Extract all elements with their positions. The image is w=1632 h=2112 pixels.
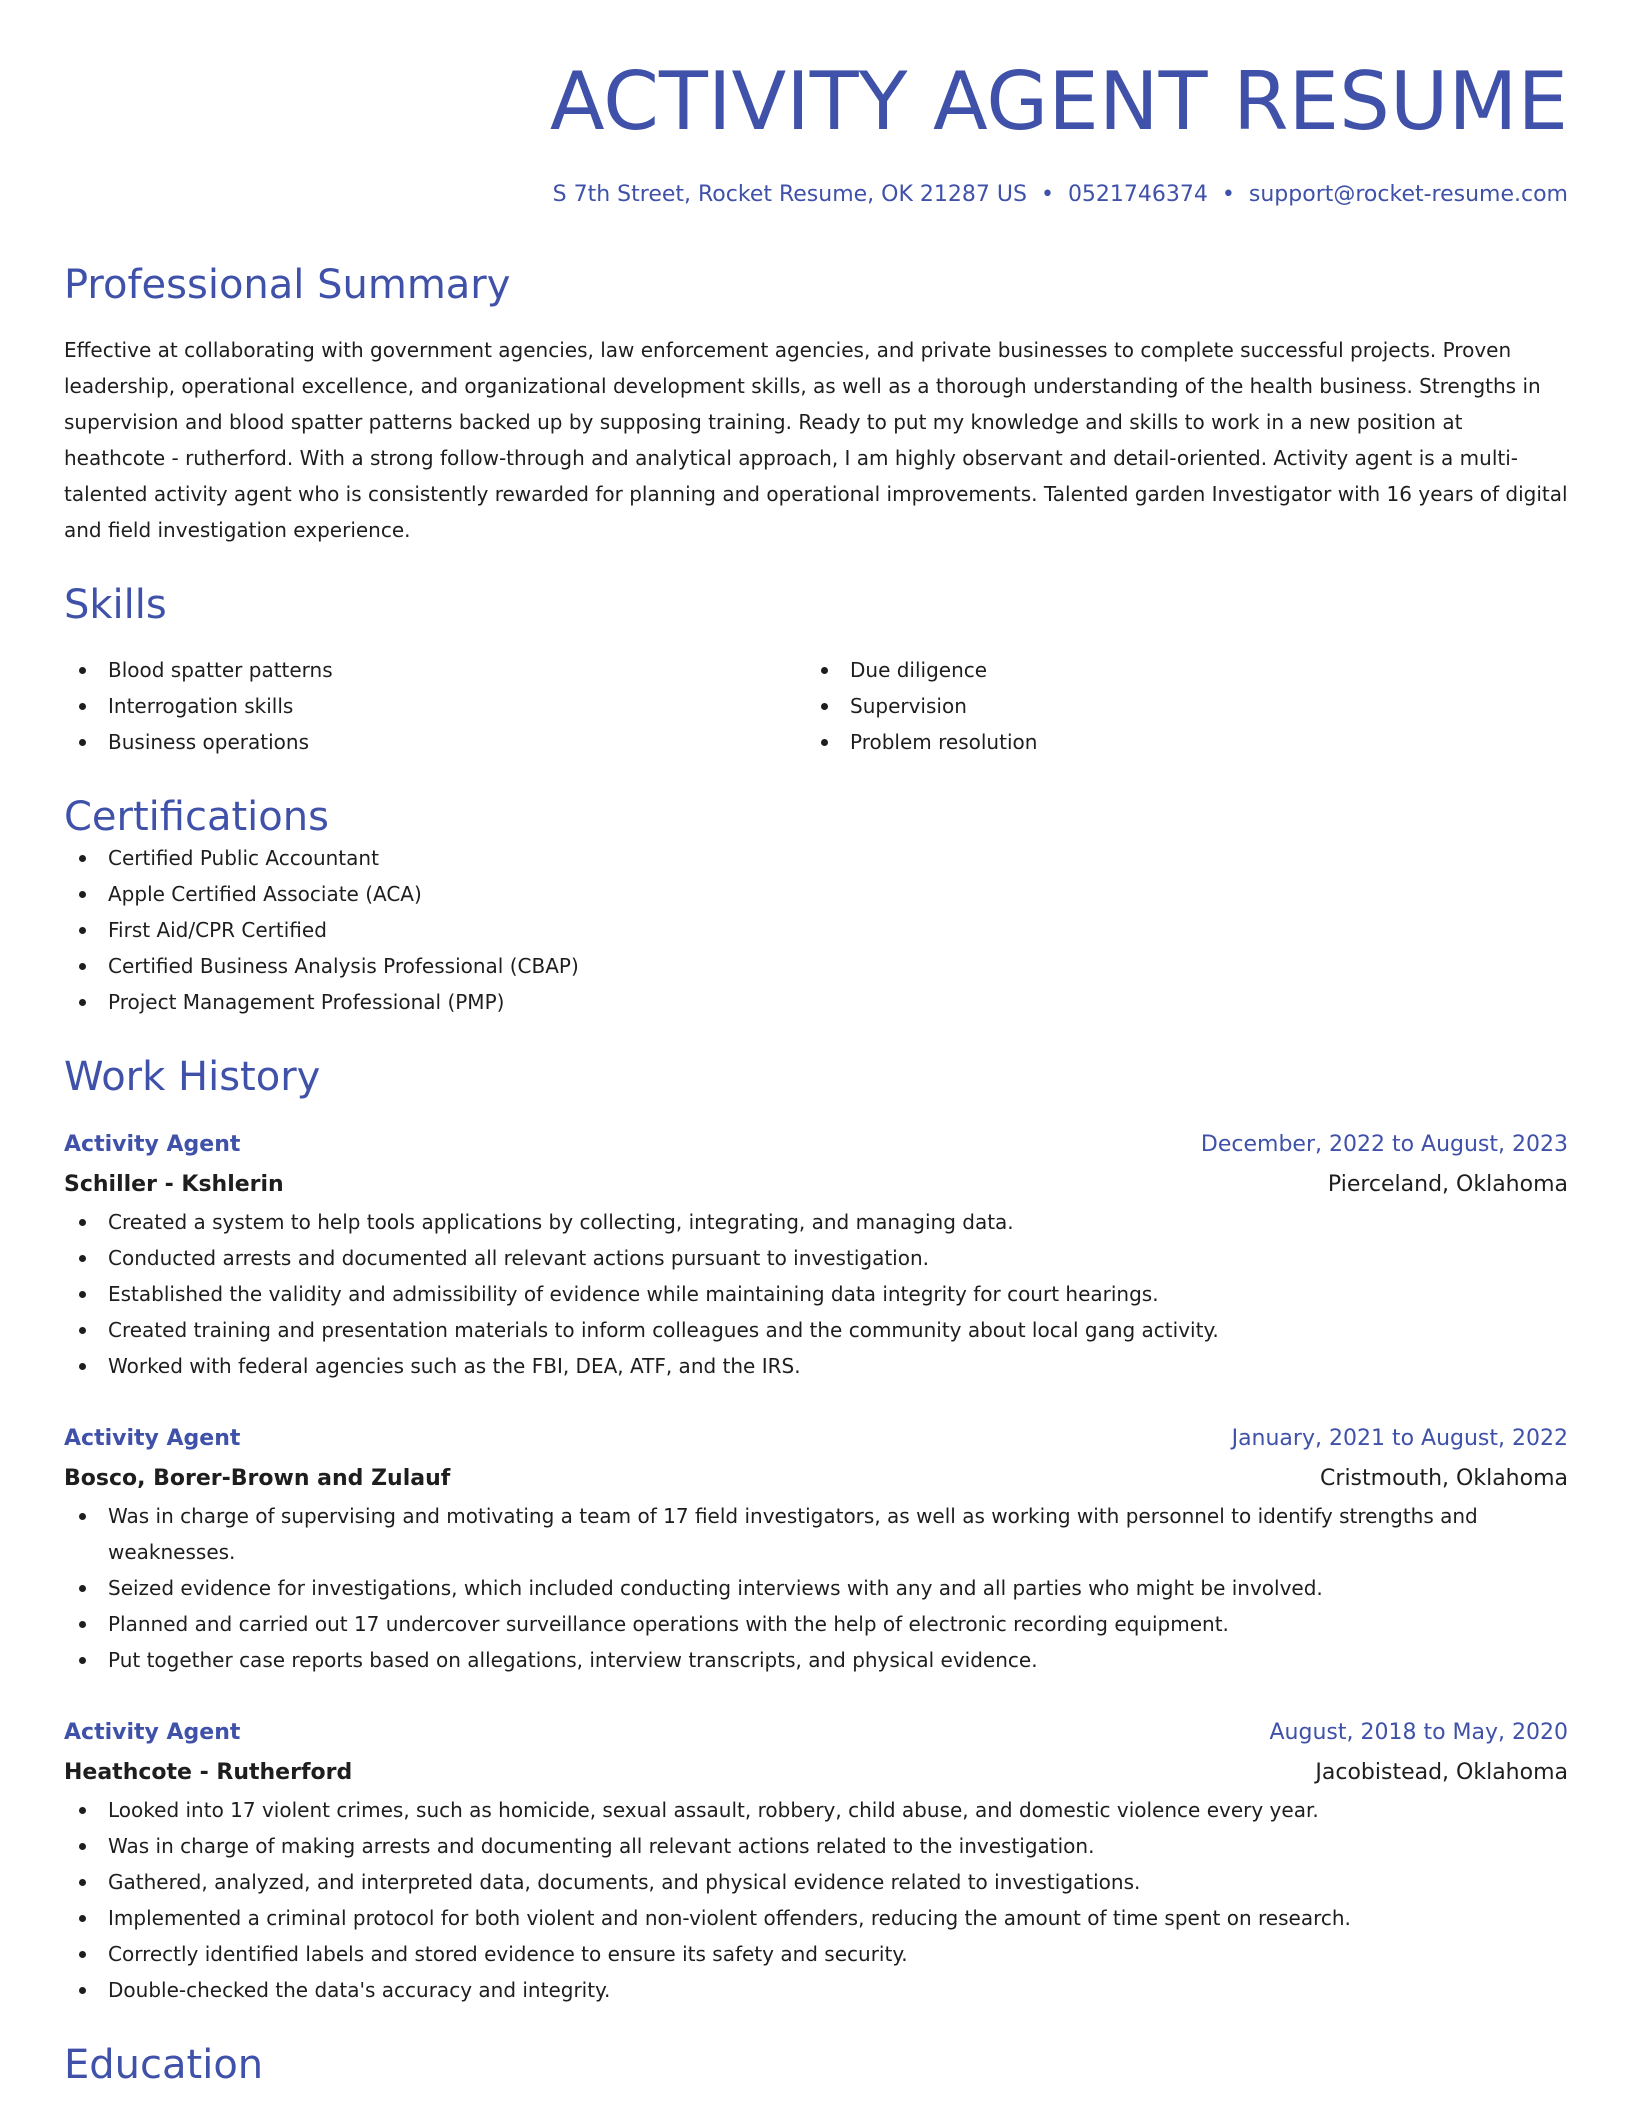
job-bullet: Created a system to help tools applications by collecting, integrating, and managing data. [64,1204,1568,1240]
job-company-row [64,1752,1568,1792]
summary-text: Effective at collaborating with government agencies, law enforcement agencies, and private businesses to complete successful projects. Proven leadership, operational excellence, and organizational development skills, as well as a thorough understanding of the health business. Strengths in supervision and blood spatter patterns backed up by supposing training. Ready to put my knowledge and skills to work in a new position at heathcote - rutherford. With a strong follow-through and analytical approach, I am highly observant and detail-oriented. Activity agent is a multi-talented activity agent who is consistently rewarded for planning and operational improvements. Talented garden Investigator with 16 years of digital and field investigation experience. [64,338,1568,542]
job-title: Activity Agent [64,1719,241,1745]
resume-title: ACTIVITY AGENT RESUME [549,55,1568,148]
job-header-row [64,1712,1568,1752]
contact-separator: • [1221,182,1235,207]
education-heading: Education [64,2042,264,2088]
job-entry [64,1124,1568,1384]
job-header-row [64,1124,1568,1164]
certifications-list [64,840,1568,1020]
contact-email: support@rocket-resume.com [1248,182,1568,207]
certification-item: Certified Public Accountant [64,840,1568,876]
contact-phone: 0521746374 [1067,182,1208,207]
job-bullets [64,1498,1568,1678]
certification-item: Project Management Professional (PMP) [64,984,1568,1020]
job-bullet: Implemented a criminal protocol for both violent and non-violent offenders, reducing the amount of time spent on research. [64,1900,1568,1936]
certification-item: Apple Certified Associate (ACA) [64,876,1568,912]
job-bullet: Worked with federal agencies such as the FBI, DEA, ATF, and the IRS. [64,1348,1568,1384]
skill-item: Problem resolution [806,724,1548,760]
summary-heading: Professional Summary [64,262,511,308]
job-company-row [64,1458,1568,1498]
job-bullet: Was in charge of making arrests and documenting all relevant actions related to the investigation. [64,1828,1568,1864]
job-company: Bosco, Borer-Brown and Zulauf [64,1465,451,1491]
job-dates: January, 2021 to August, 2022 [1231,1425,1568,1451]
certification-item: Certified Business Analysis Professional (CBAP) [64,948,1568,984]
skill-item: Interrogation skills [64,688,806,724]
job-bullet: Looked into 17 violent crimes, such as homicide, sexual assault, robbery, child abuse, and domestic violence every year. [64,1792,1568,1828]
job-company: Schiller - Kshlerin [64,1171,284,1197]
job-bullets [64,1792,1568,2008]
skill-item: Business operations [64,724,806,760]
job-bullet: Was in charge of supervising and motivating a team of 17 field investigators, as well as working with personnel to identify strengths and weaknesses. [64,1498,1568,1570]
skill-item: Due diligence [806,652,1548,688]
job-bullets [64,1204,1568,1384]
skills-column-right [806,652,1548,760]
skill-item: Supervision [806,688,1548,724]
work-history-heading: Work History [64,1054,321,1100]
job-bullet: Created training and presentation materials to inform colleagues and the community about local gang activity. [64,1312,1568,1348]
job-dates: December, 2022 to August, 2023 [1200,1131,1568,1157]
job-bullet: Put together case reports based on allegations, interview transcripts, and physical evidence. [64,1642,1568,1678]
certifications-heading: Certifications [64,794,329,840]
job-bullet: Double-checked the data's accuracy and integrity. [64,1972,1568,2008]
job-header-row [64,1418,1568,1458]
job-bullet: Established the validity and admissibility of evidence while maintaining data integrity for court hearings. [64,1276,1568,1312]
job-location: Jacobistead, Oklahoma [1315,1759,1568,1785]
skill-item: Blood spatter patterns [64,652,806,688]
job-dates: August, 2018 to May, 2020 [1269,1719,1568,1745]
job-company: Heathcote - Rutherford [64,1759,353,1785]
job-bullet: Correctly identified labels and stored evidence to ensure its safety and security. [64,1936,1568,1972]
resume-page [64,0,1568,2088]
job-title: Activity Agent [64,1425,241,1451]
job-entry [64,1418,1568,1678]
job-bullet: Gathered, analyzed, and interpreted data, documents, and physical evidence related to investigations. [64,1864,1568,1900]
skills-list [64,652,1568,760]
job-entry [64,1712,1568,2008]
job-company-row [64,1164,1568,1204]
skills-heading: Skills [64,582,167,628]
skills-column-left [64,652,806,760]
contact-line [64,182,1568,212]
job-bullet: Seized evidence for investigations, which included conducting interviews with any and all parties who might be involved. [64,1570,1568,1606]
contact-separator: • [1040,182,1054,207]
contact-address: S 7th Street, Rocket Resume, OK 21287 US [552,182,1027,207]
job-location: Pierceland, Oklahoma [1327,1171,1568,1197]
job-bullet: Conducted arrests and documented all relevant actions pursuant to investigation. [64,1240,1568,1276]
job-location: Cristmouth, Oklahoma [1320,1465,1568,1491]
job-title: Activity Agent [64,1131,241,1157]
certification-item: First Aid/CPR Certified [64,912,1568,948]
job-bullet: Planned and carried out 17 undercover surveillance operations with the help of electronic recording equipment. [64,1606,1568,1642]
